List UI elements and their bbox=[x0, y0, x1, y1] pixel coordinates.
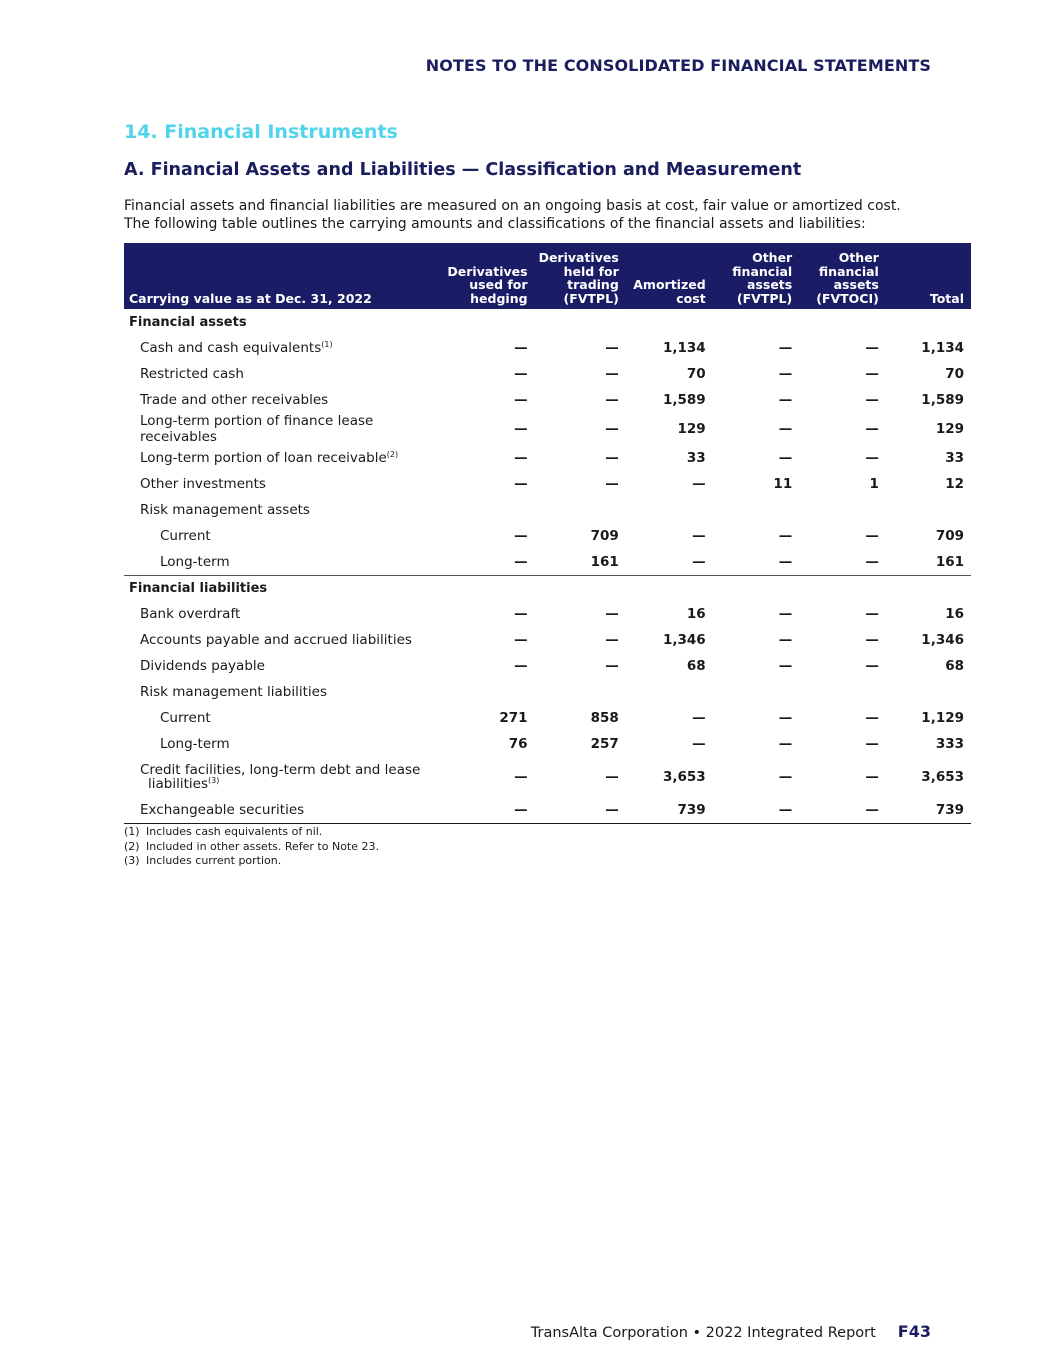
value-cell bbox=[799, 497, 886, 523]
table-header-row bbox=[124, 243, 971, 309]
value-cell bbox=[713, 679, 800, 705]
row-label: Long-term portion of finance lease receivables bbox=[140, 413, 374, 445]
value-cell: — bbox=[778, 528, 793, 544]
value-cell: — bbox=[778, 392, 793, 408]
value-cell: 257 bbox=[590, 736, 619, 752]
footnote-number: (2) bbox=[124, 839, 140, 853]
row-label-cell bbox=[124, 757, 443, 797]
table-row bbox=[124, 731, 971, 757]
value-cell: — bbox=[514, 366, 528, 382]
value-cell: — bbox=[443, 549, 534, 575]
value-cell: — bbox=[514, 340, 528, 356]
row-label: liabilities bbox=[148, 776, 208, 792]
value-cell: — bbox=[514, 658, 528, 674]
column-header-line: financial bbox=[818, 263, 879, 279]
footnote-ref: (1) bbox=[321, 340, 333, 349]
row-label-wrap bbox=[140, 763, 436, 791]
footnote bbox=[124, 840, 379, 855]
column-header bbox=[713, 243, 800, 309]
value-cell: 1,346 bbox=[662, 632, 706, 648]
column-header-line: Total bbox=[929, 290, 964, 306]
footnote-ref: (3) bbox=[207, 776, 220, 785]
value-cell: — bbox=[865, 736, 879, 752]
row-label-cell bbox=[124, 797, 443, 823]
value-cell: 11 bbox=[773, 476, 793, 492]
table-row bbox=[124, 387, 971, 413]
column-header bbox=[799, 243, 886, 309]
value-cell: — bbox=[514, 632, 528, 648]
row-label-cell bbox=[124, 679, 443, 705]
column-header bbox=[626, 243, 713, 309]
column-header-line: trading bbox=[567, 277, 619, 292]
value-cell: 739 bbox=[626, 797, 713, 823]
value-cell: 12 bbox=[945, 476, 964, 492]
value-cell: 333 bbox=[935, 736, 964, 752]
value-cell: — bbox=[692, 736, 706, 752]
value-cell: 161 bbox=[535, 549, 626, 575]
value-cell: 76 bbox=[508, 736, 528, 752]
column-header-line: assets bbox=[833, 277, 879, 292]
intro-line: Financial assets and financial liabilities are measured on an ongoing basis at cost, fair value or amortized cost. bbox=[124, 198, 901, 214]
value-cell: 1 bbox=[869, 476, 879, 492]
value-cell: 70 bbox=[945, 366, 964, 382]
column-header-line: financial bbox=[732, 263, 793, 279]
value-cell: — bbox=[605, 392, 619, 408]
column-header-line: hedging bbox=[470, 290, 528, 306]
value-cell: 1,589 bbox=[921, 392, 964, 408]
row-label: Risk management liabilities bbox=[140, 684, 327, 700]
row-label-cell bbox=[124, 627, 443, 653]
value-cell: — bbox=[799, 797, 886, 823]
value-cell: 3,653 bbox=[921, 769, 964, 785]
row-label-cell bbox=[124, 601, 443, 627]
value-cell bbox=[886, 497, 971, 523]
column-header-line: (FVTOCI) bbox=[816, 290, 879, 306]
subsection-title: A. Financial Assets and Liabilities — Classification and Measurement bbox=[124, 160, 802, 180]
column-header-line: held for bbox=[563, 263, 619, 279]
value-cell: — bbox=[605, 340, 619, 356]
table-row bbox=[124, 445, 971, 471]
value-cell bbox=[443, 679, 534, 705]
row-label-cell bbox=[124, 731, 443, 757]
value-cell: — bbox=[778, 340, 793, 356]
value-cell: — bbox=[778, 658, 793, 674]
value-cell: — bbox=[535, 797, 626, 823]
row-label-cell bbox=[124, 549, 443, 575]
value-cell: — bbox=[778, 421, 793, 437]
column-header-line: Amortized bbox=[633, 277, 706, 292]
row-label-cell bbox=[124, 497, 443, 523]
row-label: Current bbox=[160, 710, 211, 726]
column-header-line: cost bbox=[676, 290, 706, 306]
table-row bbox=[124, 757, 971, 797]
value-cell: — bbox=[778, 450, 793, 466]
footnote bbox=[124, 854, 379, 869]
value-cell: — bbox=[778, 736, 793, 752]
row-label: Other investments bbox=[140, 476, 266, 492]
row-label-line2 bbox=[140, 777, 436, 791]
footnote-text: Includes cash equivalents of nil. bbox=[146, 825, 323, 838]
column-header-line: assets bbox=[747, 277, 793, 292]
row-label: Exchangeable securities bbox=[140, 801, 305, 818]
column-header-line: Other bbox=[838, 250, 879, 265]
value-cell: — bbox=[778, 710, 793, 726]
value-cell: 129 bbox=[677, 421, 706, 437]
row-label-cell bbox=[124, 445, 443, 471]
value-cell: — bbox=[778, 606, 793, 622]
page-footer bbox=[531, 1322, 931, 1341]
value-cell: — bbox=[626, 549, 713, 575]
table-row bbox=[124, 471, 971, 497]
table-row bbox=[124, 679, 971, 705]
financial-instruments-table bbox=[124, 243, 971, 824]
column-header-line: used for bbox=[469, 277, 528, 292]
header-label: Carrying value as at Dec. 31, 2022 bbox=[124, 243, 443, 309]
value-cell: — bbox=[865, 528, 879, 544]
value-cell: — bbox=[865, 366, 879, 382]
value-cell: 33 bbox=[945, 450, 964, 466]
value-cell: 739 bbox=[886, 797, 971, 823]
value-cell: — bbox=[605, 632, 619, 648]
group-header-row bbox=[124, 309, 971, 335]
value-cell: — bbox=[799, 549, 886, 575]
table-row bbox=[124, 413, 971, 445]
value-cell: — bbox=[443, 797, 534, 823]
value-cell: — bbox=[514, 769, 528, 785]
value-cell: 16 bbox=[945, 606, 964, 622]
value-cell: — bbox=[865, 392, 879, 408]
row-label-cell bbox=[124, 413, 443, 445]
table-row bbox=[124, 335, 971, 361]
row-label-cell bbox=[124, 471, 443, 497]
value-cell: — bbox=[865, 340, 879, 356]
value-cell: — bbox=[865, 450, 879, 466]
row-label: Long-term bbox=[160, 736, 230, 752]
value-cell: — bbox=[778, 632, 793, 648]
row-label: Long-term portion of loan receivable bbox=[140, 450, 387, 466]
row-label: Cash and cash equivalents bbox=[140, 340, 322, 356]
value-cell: 709 bbox=[935, 528, 964, 544]
value-cell: — bbox=[865, 421, 879, 437]
value-cell: — bbox=[865, 606, 879, 622]
group-label: Financial assets bbox=[129, 314, 247, 330]
row-label: Accounts payable and accrued liabilities bbox=[140, 632, 412, 648]
row-label: Bank overdraft bbox=[140, 606, 241, 622]
value-cell: — bbox=[605, 450, 619, 466]
row-label: Current bbox=[160, 528, 211, 544]
column-header-line: Other bbox=[752, 250, 793, 265]
value-cell: — bbox=[778, 769, 793, 785]
value-cell: — bbox=[778, 366, 793, 382]
value-cell: 33 bbox=[686, 450, 706, 466]
row-label: Risk management assets bbox=[140, 502, 310, 518]
value-cell bbox=[713, 497, 800, 523]
value-cell: — bbox=[605, 476, 619, 492]
row-label: Long-term bbox=[160, 553, 230, 570]
column-header bbox=[443, 243, 534, 309]
value-cell: 1,134 bbox=[921, 340, 964, 356]
row-label-cell bbox=[124, 387, 443, 413]
value-cell: — bbox=[514, 528, 528, 544]
footer-text: TransAlta Corporation • 2022 Integrated Report bbox=[530, 1325, 876, 1341]
value-cell: 161 bbox=[886, 549, 971, 575]
value-cell: — bbox=[865, 710, 879, 726]
footnote bbox=[124, 825, 379, 840]
row-label: Restricted cash bbox=[140, 366, 244, 382]
value-cell: 3,653 bbox=[662, 769, 706, 785]
row-label: Trade and other receivables bbox=[140, 392, 329, 408]
group-header-row bbox=[124, 575, 971, 601]
column-header-line: (FVTPL) bbox=[563, 290, 619, 306]
row-label-cell bbox=[124, 361, 443, 387]
value-cell: 271 bbox=[499, 710, 528, 726]
footnote-text: Includes current portion. bbox=[146, 854, 282, 867]
row-label: Credit facilities, long-term debt and lease bbox=[140, 762, 421, 778]
table-row bbox=[124, 653, 971, 679]
table-row bbox=[124, 361, 971, 387]
value-cell: — bbox=[692, 710, 706, 726]
value-cell: 16 bbox=[686, 606, 706, 622]
value-cell: — bbox=[605, 606, 619, 622]
value-cell: 709 bbox=[590, 528, 619, 544]
value-cell: 68 bbox=[945, 658, 964, 674]
value-cell bbox=[535, 497, 626, 523]
footnotes bbox=[124, 825, 379, 869]
value-cell bbox=[626, 679, 713, 705]
value-cell: — bbox=[713, 797, 800, 823]
footnote-number: (3) bbox=[124, 854, 140, 867]
value-cell: — bbox=[605, 769, 619, 785]
footnote-text: Included in other assets. Refer to Note 23. bbox=[146, 839, 379, 853]
value-cell: — bbox=[514, 421, 528, 437]
value-cell bbox=[886, 679, 971, 705]
row-label-cell bbox=[124, 653, 443, 679]
column-header-line: Derivatives bbox=[538, 250, 619, 265]
row-label: Dividends payable bbox=[140, 658, 265, 674]
running-header: NOTES TO THE CONSOLIDATED FINANCIAL STATEMENTS bbox=[425, 56, 931, 75]
footnote-number: (1) bbox=[124, 825, 140, 838]
value-cell: — bbox=[514, 450, 528, 466]
value-cell: — bbox=[865, 658, 879, 674]
value-cell: 858 bbox=[590, 710, 619, 726]
value-cell: — bbox=[514, 476, 528, 492]
column-header-line: (FVTPL) bbox=[736, 290, 793, 306]
value-cell: — bbox=[514, 392, 528, 408]
group-label: Financial liabilities bbox=[129, 580, 268, 596]
column-header bbox=[535, 243, 626, 309]
value-cell: 1,129 bbox=[921, 710, 964, 726]
row-label-cell bbox=[124, 705, 443, 731]
table-row bbox=[124, 497, 971, 523]
value-cell: — bbox=[692, 528, 706, 544]
table-row bbox=[124, 523, 971, 549]
value-cell: 129 bbox=[935, 421, 964, 437]
table-row bbox=[124, 797, 971, 823]
table-row bbox=[124, 549, 971, 575]
value-cell bbox=[535, 679, 626, 705]
value-cell: 1,589 bbox=[662, 392, 706, 408]
value-cell: 70 bbox=[686, 366, 706, 382]
table-row bbox=[124, 601, 971, 627]
page-number: F43 bbox=[897, 1322, 931, 1341]
value-cell: — bbox=[605, 421, 619, 437]
value-cell: 1,134 bbox=[662, 340, 706, 356]
row-label-cell bbox=[124, 523, 443, 549]
table-row bbox=[124, 627, 971, 653]
value-cell: — bbox=[514, 606, 528, 622]
footnote-ref: (2) bbox=[386, 450, 399, 459]
row-label-cell bbox=[124, 335, 443, 361]
value-cell bbox=[799, 679, 886, 705]
column-header-line: Derivatives bbox=[447, 263, 528, 279]
value-cell: — bbox=[605, 366, 619, 382]
section-title: 14. Financial Instruments bbox=[124, 121, 398, 143]
value-cell bbox=[626, 497, 713, 523]
value-cell bbox=[443, 497, 534, 523]
column-header bbox=[886, 243, 971, 309]
intro-line: The following table outlines the carrying amounts and classifications of the financial assets and liabilities: bbox=[124, 216, 866, 232]
value-cell: — bbox=[713, 549, 800, 575]
value-cell: — bbox=[865, 769, 879, 785]
table-row bbox=[124, 705, 971, 731]
value-cell: 68 bbox=[686, 658, 706, 674]
value-cell: — bbox=[865, 632, 879, 648]
intro-paragraph bbox=[124, 197, 974, 233]
value-cell: 1,346 bbox=[921, 632, 964, 648]
value-cell: — bbox=[605, 658, 619, 674]
value-cell: — bbox=[692, 476, 706, 492]
